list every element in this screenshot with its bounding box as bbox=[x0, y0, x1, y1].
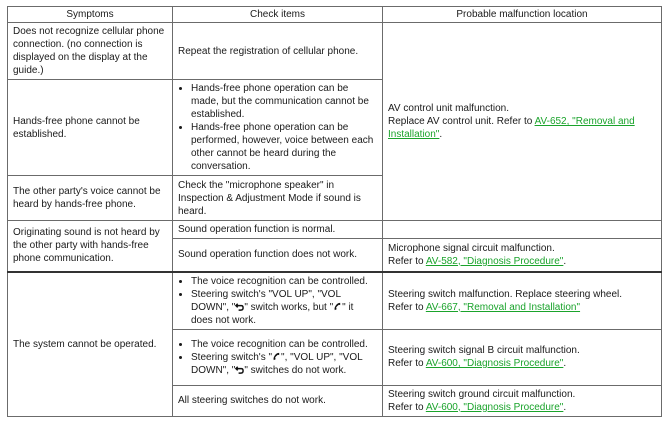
check-bullet: • The voice recognition can be controlled. bbox=[191, 275, 377, 288]
location-suffix: . bbox=[563, 401, 567, 413]
table-row bbox=[8, 23, 662, 80]
location-suffix: . bbox=[563, 358, 567, 369]
symptom-cell: The other party's voice cannot be heard by hands-free phone. bbox=[8, 176, 173, 221]
location-prefix: Refer to bbox=[388, 401, 426, 413]
table-row bbox=[8, 221, 662, 239]
location-prefix: Refer to bbox=[388, 358, 426, 369]
av-600-link[interactable]: AV-600, "Diagnosis Procedure" bbox=[425, 401, 564, 413]
location-cell bbox=[383, 385, 662, 416]
header-location: Probable malfunction location bbox=[383, 7, 662, 23]
check-text: " it does not work. bbox=[191, 301, 354, 326]
check-text: " switch works, but " bbox=[244, 301, 334, 313]
location-line: Steering switch malfunction. Replace steering wheel. bbox=[388, 288, 623, 300]
check-bullet bbox=[191, 288, 377, 327]
check-bullet: • Hands-free phone operation can be performed, however, voice between each other cannot be heard during the conversation. bbox=[191, 121, 377, 173]
diagnosis-table bbox=[7, 6, 662, 417]
back-arrow-icon bbox=[235, 365, 244, 374]
back-arrow-icon bbox=[235, 302, 244, 311]
location-line: Microphone signal circuit malfunction. bbox=[388, 242, 555, 254]
av-667-link[interactable]: AV-667, "Removal and Installation" bbox=[425, 301, 581, 313]
symptom-cell: The system cannot be operated. bbox=[8, 272, 173, 417]
check-cell: Repeat the registration of cellular phone. bbox=[173, 23, 383, 80]
check-cell: All steering switches do not work. bbox=[173, 385, 383, 416]
location-cell bbox=[383, 239, 662, 272]
table-row bbox=[8, 272, 662, 330]
check-cell bbox=[173, 272, 383, 330]
check-bullet: • Hands-free phone operation can be made, but the communication cannot be established. bbox=[191, 82, 377, 121]
symptom-cell: Does not recognize cellular phone connection. (no connection is displayed on the display at the guide.) bbox=[8, 23, 173, 80]
check-cell bbox=[173, 80, 383, 176]
check-cell: Sound operation function does not work. bbox=[173, 239, 383, 272]
location-prefix: Replace AV control unit. Refer to bbox=[388, 116, 535, 127]
location-suffix: . bbox=[563, 255, 567, 267]
header-check-items: Check items bbox=[173, 7, 383, 23]
check-text: ", "VOL UP", "VOL DOWN", " bbox=[191, 351, 363, 376]
location-suffix: . bbox=[439, 129, 443, 140]
check-text: " switches do not work. bbox=[244, 364, 347, 376]
av-582-link[interactable]: AV-582, "Diagnosis Procedure" bbox=[425, 255, 564, 267]
location-prefix: Refer to bbox=[388, 255, 426, 267]
header-row bbox=[8, 7, 662, 23]
check-bullet: • The voice recognition can be controlled. bbox=[191, 338, 377, 351]
av-600-link[interactable]: AV-600, "Diagnosis Procedure" bbox=[425, 358, 564, 369]
check-cell: Sound operation function is normal. bbox=[173, 221, 383, 239]
check-text: Steering switch's "VOL UP", "VOL DOWN", " bbox=[191, 288, 341, 313]
location-cell bbox=[383, 272, 662, 330]
phone-handset-icon bbox=[333, 302, 342, 311]
location-cell bbox=[383, 23, 662, 221]
location-cell-empty bbox=[383, 221, 662, 239]
symptom-cell: Hands-free phone cannot be established. bbox=[8, 80, 173, 176]
check-bullet bbox=[191, 351, 377, 377]
phone-handset-icon bbox=[272, 352, 281, 361]
location-line: Steering switch ground circuit malfunction. bbox=[388, 388, 576, 400]
check-cell bbox=[173, 329, 383, 385]
location-prefix: Refer to bbox=[388, 301, 426, 313]
header-symptoms: Symptoms bbox=[8, 7, 173, 23]
location-line: AV control unit malfunction. bbox=[388, 103, 509, 114]
location-line: Steering switch signal B circuit malfunction. bbox=[388, 345, 580, 356]
av-652-link[interactable]: AV-652, "Removal and Installation" bbox=[388, 116, 635, 140]
symptom-cell: Originating sound is not heard by the other party with hands-free phone communication. bbox=[8, 221, 173, 272]
location-cell bbox=[383, 329, 662, 385]
check-text: Steering switch's " bbox=[191, 351, 273, 363]
check-cell: Check the "microphone speaker" in Inspection & Adjustment Mode if sound is heard. bbox=[173, 176, 383, 221]
